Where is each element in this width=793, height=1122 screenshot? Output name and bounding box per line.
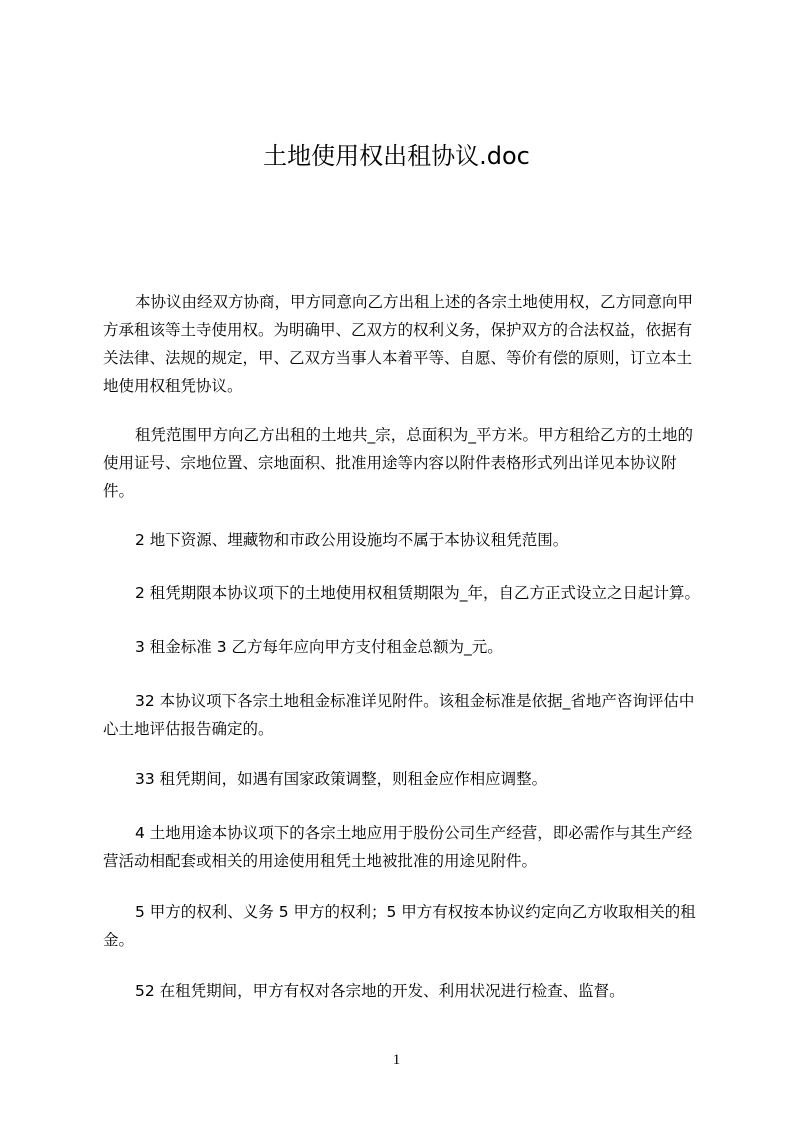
paragraph-3 [103, 526, 703, 554]
paragraph-5 [103, 633, 703, 661]
paragraph-6-text: 32 本协议项下各宗土地租金标准详见附件。该租金标准是依据_省地产咨询评估中心土地评估报告确定的。 [103, 692, 695, 738]
paragraph-8-text: 4 土地用途本协议项下的各宗土地应用于股份公司生产经营，即必需作与其生产经营活动相配套或相关的用途使用租凭土地被批准的用途见附件。 [103, 824, 693, 870]
paragraph-2 [103, 421, 703, 505]
document-title: 土地使用权出租协议.doc [263, 142, 530, 170]
paragraph-9 [103, 898, 703, 954]
paragraph-6 [103, 687, 703, 743]
paragraph-4 [103, 579, 713, 607]
paragraph-5-text: 3 租金标准 3 乙方每年应向甲方支付租金总额为_元。 [135, 638, 503, 656]
paragraph-3-text: 2 地下资源、埋藏物和市政公用设施均不属于本协议租凭范围。 [135, 531, 569, 549]
paragraph-7-text: 33 租凭期间，如遇有国家政策调整，则租金应作相应调整。 [135, 770, 548, 788]
paragraph-8 [103, 819, 703, 875]
paragraph-2-text: 租凭范围甲方向乙方出租的土地共_宗，总面积为_平方米。甲方租给乙方的土地的使用证号、宗地位置、宗地面积、批准用途等内容以附件表格形式列出详见本协议附件。 [103, 426, 694, 500]
paragraph-1 [103, 288, 703, 400]
paragraph-10-text: 52 在租凭期间，甲方有权对各宗地的开发、利用状况进行检查、监督。 [135, 982, 625, 1000]
paragraph-7 [103, 765, 703, 793]
paragraph-10 [103, 977, 703, 1005]
paragraph-4-text: 2 租凭期限本协议项下的土地使用权租赁期限为_年，自乙方正式设立之日起计算。 [135, 584, 701, 602]
paragraph-1-text: 本协议由经双方协商，甲方同意向乙方出租上述的各宗土地使用权，乙方同意向甲方承租该等土寺使用权。为明确甲、乙双方的权利义务，保护双方的合法权益，依据有关法律、法规的规定，甲、乙双方当事人本着平等、自愿、等价有偿的原则，订立本土地使用权租凭协议。 [103, 293, 694, 395]
page-number: 1 [392, 1052, 401, 1068]
paragraph-9-text: 5 甲方的权利、义务 5 甲方的权利；5 甲方有权按本协议约定向乙方收取相关的租金。 [103, 903, 696, 949]
